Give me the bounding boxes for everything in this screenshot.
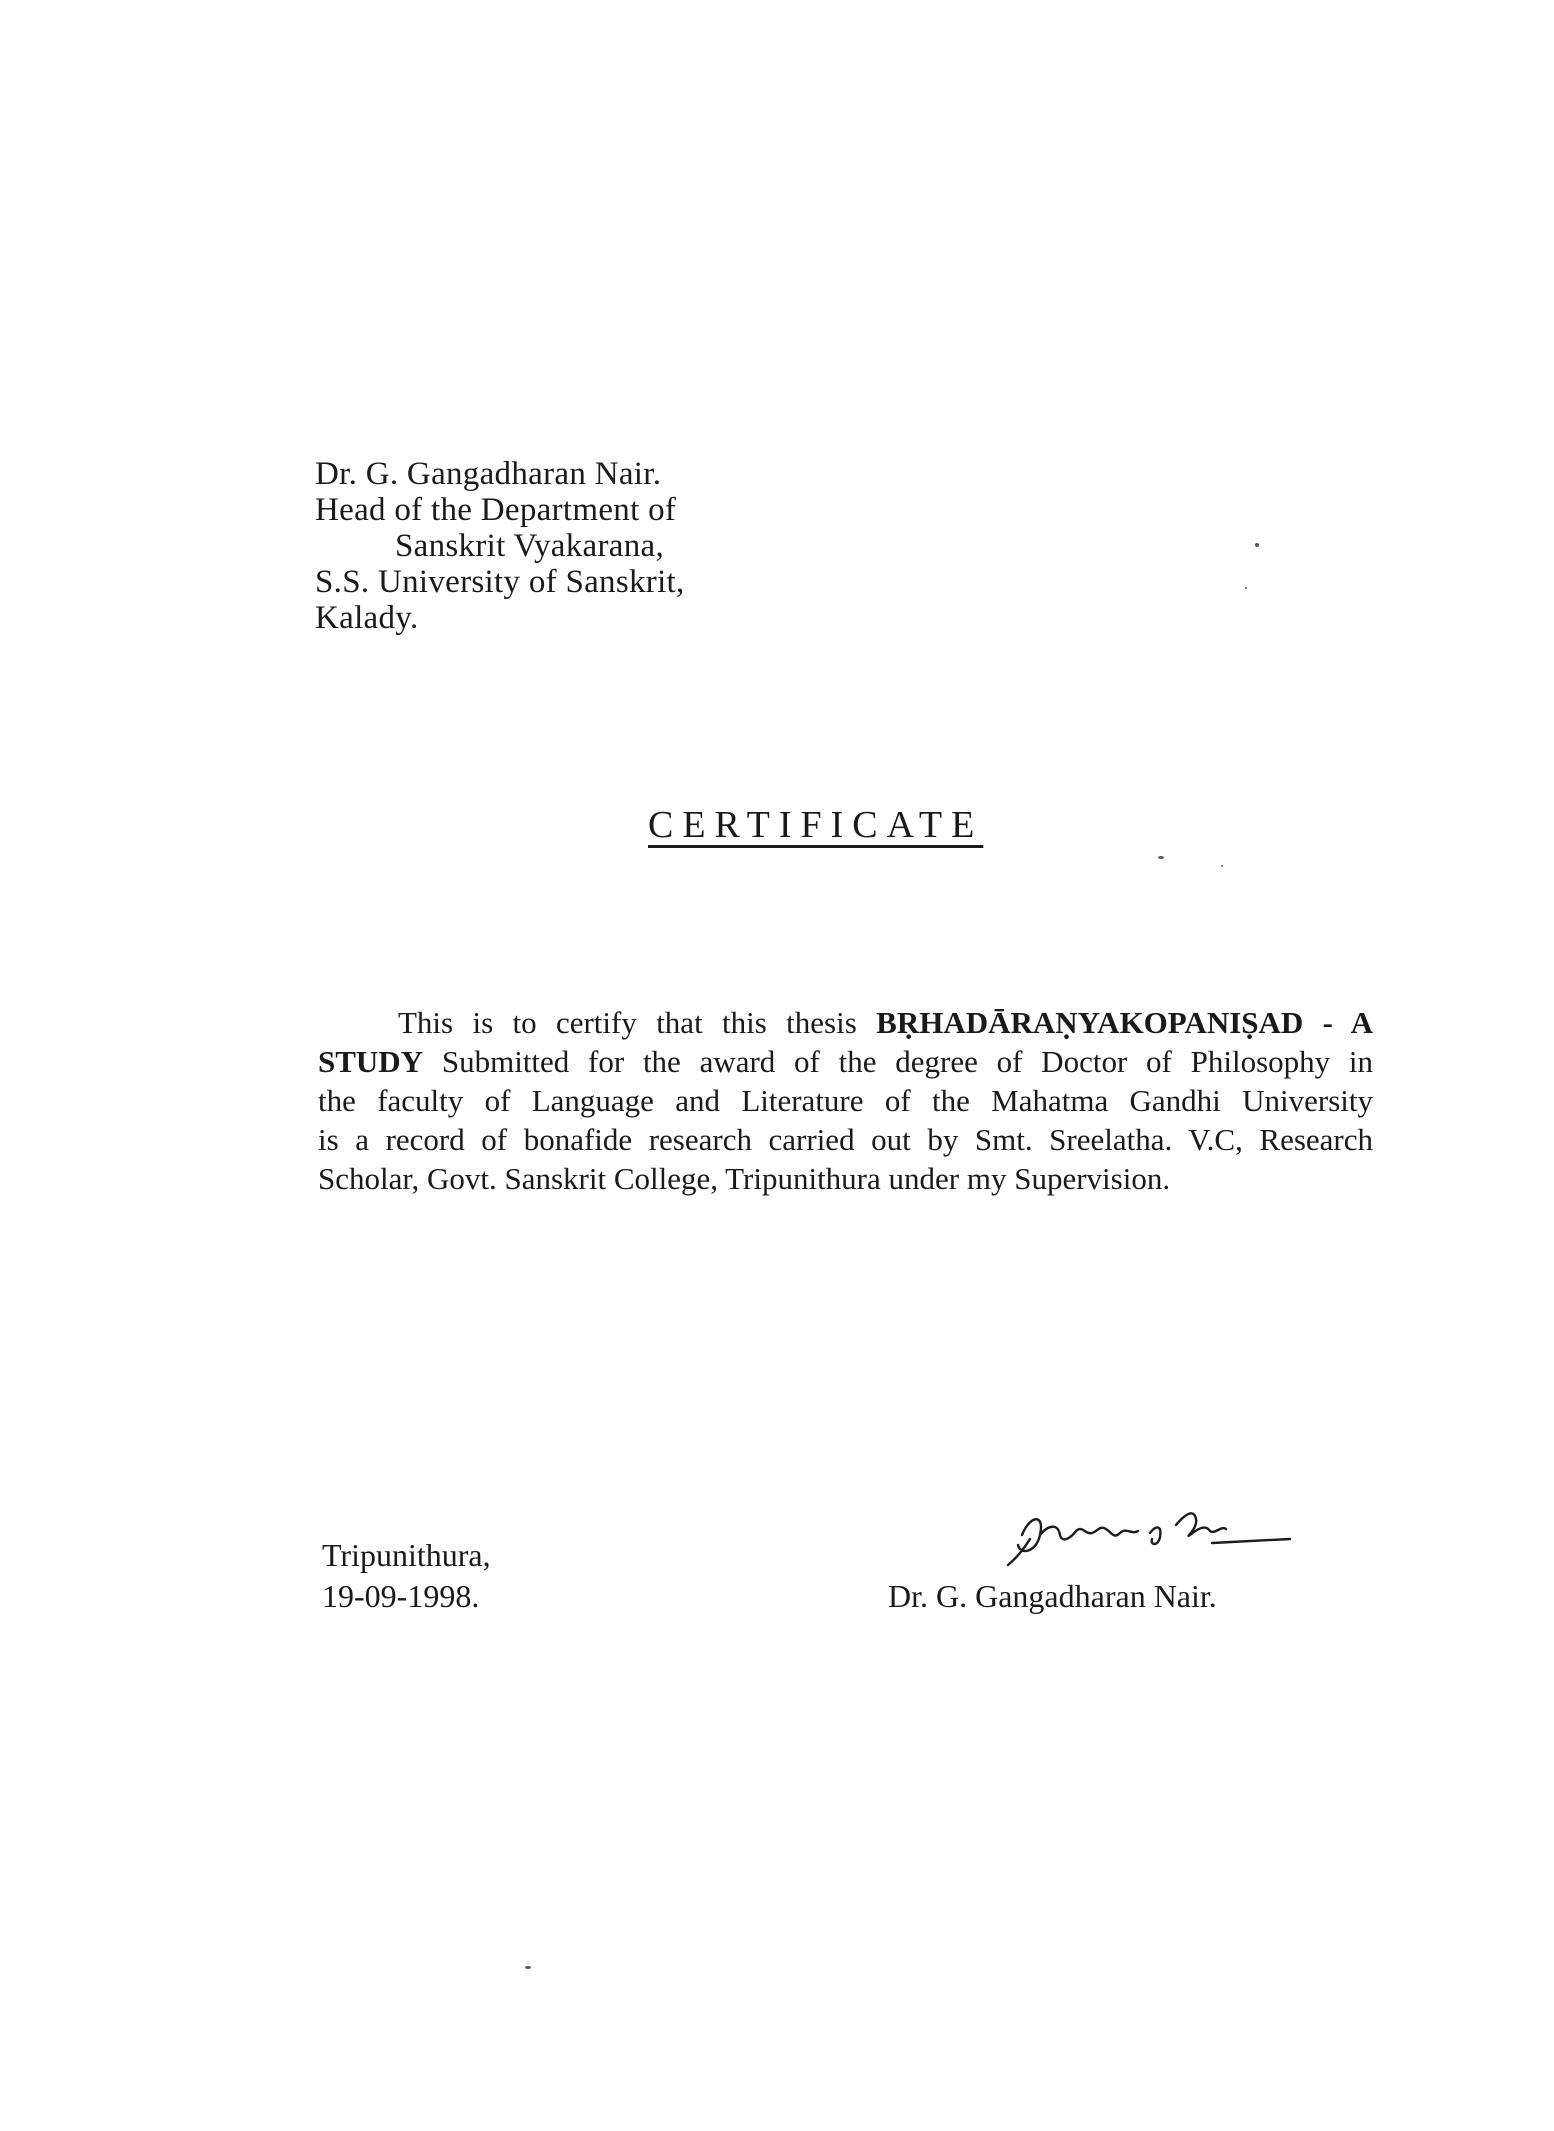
scan-speck bbox=[1255, 543, 1259, 547]
thesis-title-part-2: STUDY bbox=[318, 1044, 424, 1079]
sender-university: S.S. University of Sanskrit, bbox=[315, 564, 685, 600]
certificate-heading: CERTIFICATE bbox=[648, 804, 984, 846]
scan-speck bbox=[1221, 865, 1223, 867]
place-date-block bbox=[322, 1535, 491, 1617]
sender-address-block bbox=[315, 456, 685, 636]
body-line-3: the faculty of Language and Literature of the Mahatma Gandhi University bbox=[318, 1083, 1373, 1118]
body-line-1-text: This is to certify that this thesis bbox=[398, 1005, 877, 1040]
date-text: 19-09-1998. bbox=[322, 1578, 480, 1614]
signature-stroke bbox=[1008, 1513, 1290, 1565]
certificate-body bbox=[318, 1003, 1373, 1198]
scan-speck bbox=[1245, 587, 1247, 589]
body-line-2-text: Submitted for the award of the degree of Doctor of Philosophy in bbox=[423, 1044, 1373, 1079]
scan-speck bbox=[1158, 856, 1164, 859]
sender-department: Sanskrit Vyakarana, bbox=[395, 528, 665, 564]
thesis-title-part-1: BṚHADĀRAṆYAKOPANIṢAD - A bbox=[876, 1005, 1373, 1040]
body-line-4: is a record of bonafide research carried out by Smt. Sreelatha. V.C, Research bbox=[318, 1122, 1373, 1157]
scan-speck bbox=[525, 1966, 531, 1969]
body-line-2 bbox=[318, 1042, 1373, 1081]
body-line-1 bbox=[318, 1003, 1373, 1042]
sender-place: Kalady. bbox=[315, 600, 419, 636]
handwritten-signature bbox=[1000, 1495, 1300, 1575]
body-line-5: Scholar, Govt. Sanskrit College, Tripunithura under my Supervision. bbox=[318, 1161, 1171, 1196]
sender-name: Dr. G. Gangadharan Nair. bbox=[315, 456, 662, 492]
place-text: Tripunithura, bbox=[322, 1537, 491, 1573]
sender-designation: Head of the Department of bbox=[315, 492, 677, 528]
signatory-name: Dr. G. Gangadharan Nair. bbox=[888, 1578, 1217, 1614]
